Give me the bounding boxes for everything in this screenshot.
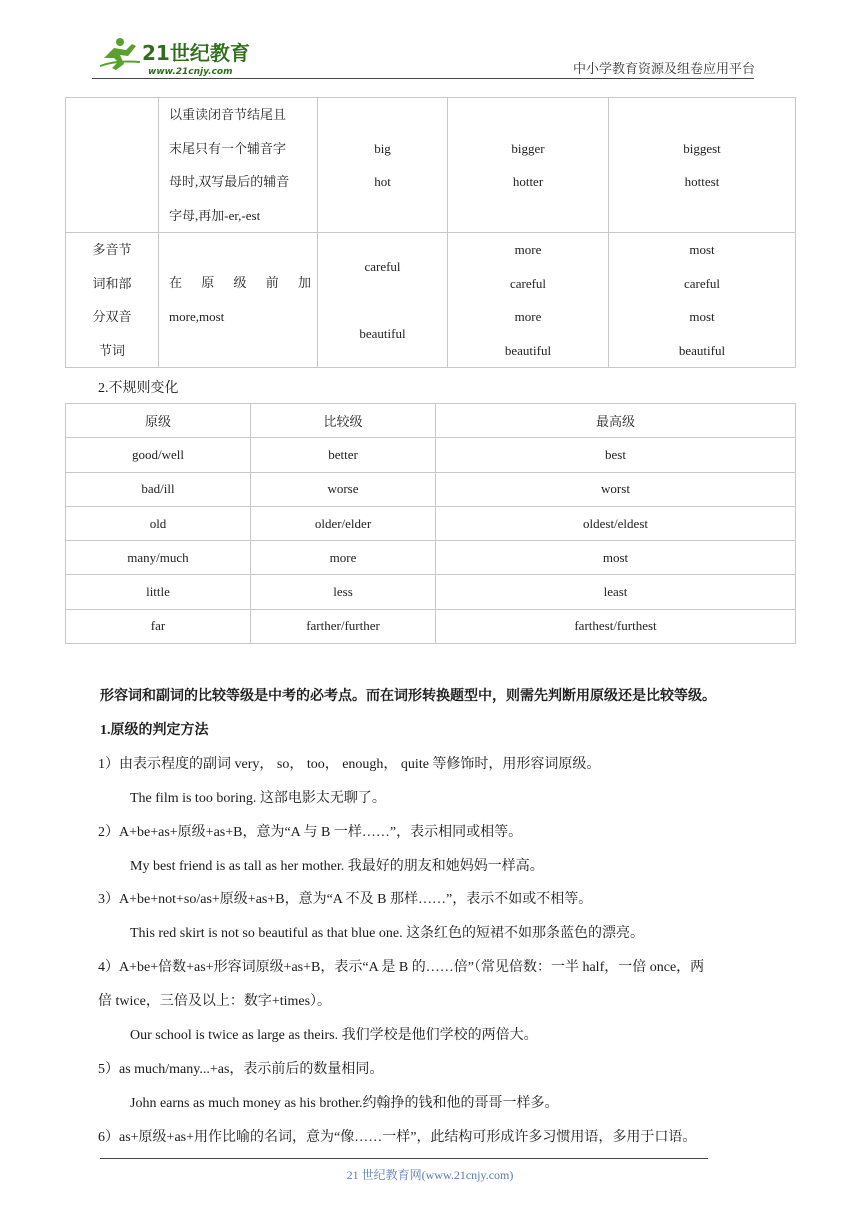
runner-icon <box>100 38 140 70</box>
table-row <box>66 609 796 643</box>
table-cell: worst <box>436 472 796 506</box>
table-cell: less <box>251 575 436 609</box>
rule-paragraph: 5）as much/many...+as，表示前后的数量相同。 <box>98 1062 384 1077</box>
table-cell: most <box>436 541 796 575</box>
table-cell: farther/further <box>251 609 436 643</box>
rule-paragraph: 2）A+be+as+原级+as+B，意为“A 与 B 一样……”，表示相同或相等。 <box>98 825 523 840</box>
rule-paragraph: 6）as+原级+as+用作比喻的名词，意为“像……一样”，此结构可形成许多习惯用语，多用于口语。 <box>98 1130 697 1145</box>
header-platform-text: 中小学教育资源及组卷应用平台 <box>572 62 755 77</box>
section-title-irregular: 2.不规则变化 <box>98 381 179 396</box>
site-logo <box>96 36 261 80</box>
header-divider <box>92 78 754 79</box>
comparative-cell: more careful more beautiful <box>448 233 609 368</box>
rule-paragraph-continued: 倍 twice，三倍及以上：数字+times）。 <box>98 994 332 1009</box>
table-cell: farthest/furthest <box>436 609 796 643</box>
table-cell: bad/ill <box>66 472 251 506</box>
table-row <box>66 438 796 472</box>
section-heading: 1.原级的判定方法 <box>100 723 209 738</box>
superlative-cell: biggest hottest <box>609 98 796 233</box>
footer-link[interactable]: 21 世纪教育网(www.21cnjy.com) <box>346 1168 514 1182</box>
table-cell: least <box>436 575 796 609</box>
regular-changes-table <box>65 97 796 368</box>
rule-cell: 在 原 级 前 加 more,most <box>159 233 318 368</box>
example-sentence: This red skirt is not so beautiful as that blue one. 这条红色的短裙不如那条蓝色的漂亮。 <box>130 926 645 941</box>
table-row <box>66 506 796 540</box>
rule-cell: 以重读闭音节结尾且 末尾只有一个辅音字 母时,双写最后的辅音 字母,再加-er,-est <box>159 98 318 233</box>
footer-divider <box>100 1158 708 1159</box>
intro-paragraph: 形容词和副词的比较等级是中考的必考点。而在词形转换题型中，则需先判断用原级还是比较等级。 <box>100 689 716 704</box>
table-cell: better <box>251 438 436 472</box>
table-row <box>66 233 796 368</box>
example-sentence: Our school is twice as large as theirs. 我们学校是他们学校的两倍大。 <box>130 1028 538 1043</box>
superlative-cell: most careful most beautiful <box>609 233 796 368</box>
table-cell: older/elder <box>251 506 436 540</box>
table-row <box>66 575 796 609</box>
irregular-changes-table <box>65 403 796 644</box>
svg-text:www.21cnjy.com: www.21cnjy.com <box>148 67 233 77</box>
table-header-row <box>66 404 796 438</box>
table-cell: far <box>66 609 251 643</box>
example-sentence: My best friend is as tall as her mother. 我最好的朋友和她妈妈一样高。 <box>130 859 544 874</box>
example-sentence: John earns as much money as his brother.约翰挣的钱和他的哥哥一样多。 <box>130 1096 559 1111</box>
column-header: 原级 <box>66 404 251 438</box>
table-cell: old <box>66 506 251 540</box>
comparative-cell: bigger hotter <box>448 98 609 233</box>
table-cell: worse <box>251 472 436 506</box>
column-header: 最高级 <box>436 404 796 438</box>
table-cell: little <box>66 575 251 609</box>
category-cell <box>66 98 159 233</box>
table-row <box>66 98 796 233</box>
rule-paragraph: 4）A+be+倍数+as+形容词原级+as+B，表示“A 是 B 的……倍”（常见倍数：一半 half，一倍 once，两 <box>98 960 705 975</box>
table-row <box>66 472 796 506</box>
rule-paragraph: 3）A+be+not+so/as+原级+as+B，意为“A 不及 B 那样……”，表示不如或不相等。 <box>98 892 593 907</box>
table-cell: many/much <box>66 541 251 575</box>
positive-cell: careful beautiful <box>318 233 448 368</box>
category-cell: 多音节 词和部 分双音 节词 <box>66 233 159 368</box>
column-header: 比较级 <box>251 404 436 438</box>
positive-cell: big hot <box>318 98 448 233</box>
table-row <box>66 541 796 575</box>
table-cell: best <box>436 438 796 472</box>
table-cell: more <box>251 541 436 575</box>
table-cell: good/well <box>66 438 251 472</box>
table-cell: oldest/eldest <box>436 506 796 540</box>
svg-text:21世纪教育: 21世纪教育 <box>142 41 250 65</box>
rule-paragraph: 1）由表示程度的副词 very， so， too， enough， quite 等修饰时，用形容词原级。 <box>98 757 601 772</box>
example-sentence: The film is too boring. 这部电影太无聊了。 <box>130 791 386 806</box>
